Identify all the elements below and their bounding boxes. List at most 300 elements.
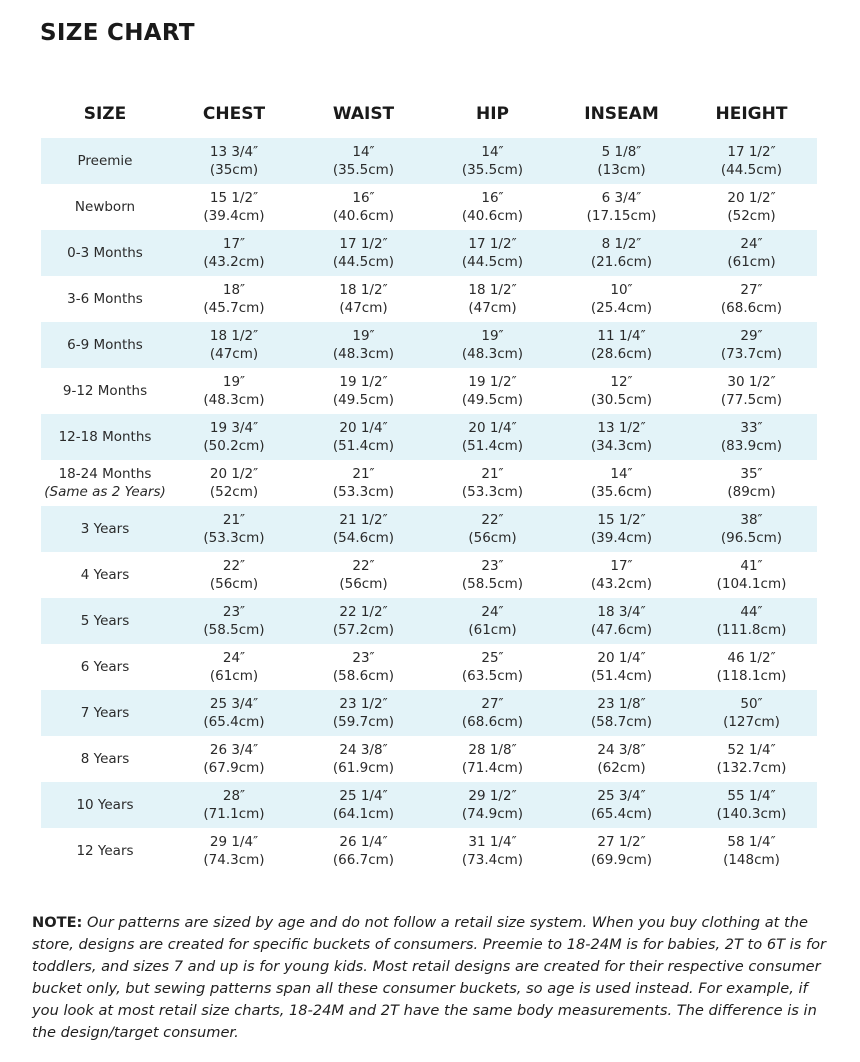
table-row	[41, 368, 817, 414]
hip-centimeters: (61cm)	[468, 622, 517, 638]
size-cell	[41, 368, 169, 414]
hip-cell	[428, 414, 557, 460]
height-cell	[686, 644, 817, 690]
size-label: Newborn	[74, 199, 136, 215]
chest-cell	[169, 828, 299, 874]
inseam-cell	[557, 414, 686, 460]
hip-centimeters: (73.4cm)	[461, 852, 524, 868]
height-cell	[686, 506, 817, 552]
hip-inches: 22″	[481, 512, 504, 528]
hip-centimeters: (44.5cm)	[461, 254, 524, 270]
hip-centimeters: (35.5cm)	[461, 162, 524, 178]
inseam-centimeters: (39.4cm)	[590, 530, 653, 546]
inseam-inches: 24 3/8″	[597, 742, 646, 758]
waist-centimeters: (56cm)	[339, 576, 388, 592]
hip-centimeters: (63.5cm)	[461, 668, 524, 684]
footnote-label: NOTE:	[32, 914, 83, 931]
hip-centimeters: (68.6cm)	[461, 714, 524, 730]
hip-centimeters: (71.4cm)	[461, 760, 524, 776]
hip-cell	[428, 506, 557, 552]
height-centimeters: (127cm)	[723, 714, 780, 730]
chest-inches: 22″	[222, 558, 246, 574]
inseam-centimeters: (25.4cm)	[590, 300, 653, 316]
height-centimeters: (61cm)	[727, 254, 776, 270]
inseam-centimeters: (65.4cm)	[590, 806, 653, 822]
chest-cell	[169, 230, 299, 276]
chest-cell	[169, 184, 299, 230]
inseam-cell	[557, 782, 686, 828]
waist-centimeters: (61.9cm)	[332, 760, 395, 776]
hip-cell	[428, 230, 557, 276]
inseam-inches: 17″	[610, 558, 633, 574]
inseam-centimeters: (28.6cm)	[590, 346, 653, 362]
chest-inches: 19″	[222, 374, 246, 390]
hip-cell	[428, 138, 557, 184]
hip-inches: 27″	[481, 696, 504, 712]
inseam-cell	[557, 552, 686, 598]
size-cell	[41, 460, 169, 506]
hip-inches: 18 1/2″	[468, 282, 517, 298]
waist-inches: 16″	[352, 190, 375, 206]
inseam-centimeters: (62cm)	[597, 760, 646, 776]
waist-inches: 25 1/4″	[339, 788, 388, 804]
height-centimeters: (132.7cm)	[716, 760, 787, 776]
height-inches: 58 1/4″	[727, 834, 776, 850]
height-cell	[686, 828, 817, 874]
chest-cell	[169, 736, 299, 782]
waist-centimeters: (58.6cm)	[332, 668, 395, 684]
height-inches: 46 1/2″	[727, 650, 776, 666]
waist-inches: 23″	[352, 650, 375, 666]
inseam-centimeters: (13cm)	[597, 162, 646, 178]
inseam-centimeters: (43.2cm)	[590, 576, 653, 592]
inseam-cell	[557, 736, 686, 782]
waist-cell	[299, 460, 428, 506]
chest-cell	[169, 598, 299, 644]
waist-centimeters: (59.7cm)	[332, 714, 395, 730]
inseam-centimeters: (58.7cm)	[590, 714, 653, 730]
chest-cell	[169, 552, 299, 598]
header-chest: CHEST	[202, 104, 266, 124]
inseam-centimeters: (47.6cm)	[590, 622, 653, 638]
height-centimeters: (140.3cm)	[716, 806, 787, 822]
size-label: 4 Years	[80, 567, 130, 583]
size-label: 12-18 Months	[58, 429, 152, 445]
height-inches: 44″	[740, 604, 763, 620]
height-centimeters: (111.8cm)	[716, 622, 787, 638]
size-label: 18-24 Months	[58, 466, 152, 482]
waist-centimeters: (54.6cm)	[332, 530, 395, 546]
table-row	[41, 414, 817, 460]
inseam-inches: 15 1/2″	[597, 512, 646, 528]
waist-cell	[299, 598, 428, 644]
inseam-inches: 14″	[610, 466, 633, 482]
chest-centimeters: (71.1cm)	[203, 806, 265, 822]
hip-cell	[428, 552, 557, 598]
hip-cell	[428, 598, 557, 644]
chest-centimeters: (50.2cm)	[203, 438, 265, 454]
height-centimeters: (96.5cm)	[720, 530, 783, 546]
inseam-cell	[557, 322, 686, 368]
size-label: 9-12 Months	[62, 383, 148, 399]
chest-cell	[169, 138, 299, 184]
height-centimeters: (118.1cm)	[716, 668, 787, 684]
waist-centimeters: (57.2cm)	[332, 622, 395, 638]
chest-centimeters: (58.5cm)	[203, 622, 265, 638]
height-inches: 35″	[740, 466, 763, 482]
height-centimeters: (104.1cm)	[716, 576, 787, 592]
waist-inches: 22″	[352, 558, 375, 574]
inseam-inches: 6 3/4″	[601, 190, 642, 206]
waist-centimeters: (66.7cm)	[332, 852, 395, 868]
height-cell	[686, 368, 817, 414]
table-row	[41, 230, 817, 276]
chest-centimeters: (43.2cm)	[203, 254, 265, 270]
hip-centimeters: (74.9cm)	[461, 806, 524, 822]
table-row	[41, 276, 817, 322]
inseam-cell	[557, 184, 686, 230]
height-inches: 17 1/2″	[727, 144, 776, 160]
header-inseam: INSEAM	[584, 104, 659, 124]
size-cell	[41, 138, 169, 184]
waist-inches: 23 1/2″	[339, 696, 388, 712]
waist-inches: 14″	[352, 144, 375, 160]
waist-centimeters: (51.4cm)	[332, 438, 395, 454]
inseam-centimeters: (51.4cm)	[590, 668, 653, 684]
waist-inches: 17 1/2″	[339, 236, 388, 252]
chest-inches: 13 3/4″	[209, 144, 259, 160]
chest-centimeters: (45.7cm)	[203, 300, 265, 316]
chest-inches: 18 1/2″	[209, 328, 259, 344]
chest-inches: 18″	[222, 282, 246, 298]
height-cell	[686, 690, 817, 736]
size-cell	[41, 322, 169, 368]
waist-cell	[299, 322, 428, 368]
size-cell	[41, 782, 169, 828]
inseam-inches: 23 1/8″	[597, 696, 646, 712]
chest-centimeters: (56cm)	[209, 576, 259, 592]
height-centimeters: (77.5cm)	[720, 392, 783, 408]
header-row	[41, 90, 817, 138]
inseam-cell	[557, 644, 686, 690]
height-centimeters: (68.6cm)	[720, 300, 783, 316]
header-size: SIZE	[83, 104, 127, 124]
height-inches: 20 1/2″	[727, 190, 776, 206]
table-row	[41, 782, 817, 828]
size-cell	[41, 506, 169, 552]
chest-cell	[169, 782, 299, 828]
chest-centimeters: (47cm)	[209, 346, 259, 362]
height-inches: 38″	[740, 512, 763, 528]
inseam-cell	[557, 598, 686, 644]
waist-centimeters: (44.5cm)	[332, 254, 395, 270]
chest-centimeters: (35cm)	[209, 162, 259, 178]
chest-cell	[169, 644, 299, 690]
waist-cell	[299, 644, 428, 690]
size-cell	[41, 184, 169, 230]
waist-cell	[299, 138, 428, 184]
height-cell	[686, 414, 817, 460]
chest-inches: 26 3/4″	[209, 742, 259, 758]
table-row	[41, 506, 817, 552]
table-row	[41, 552, 817, 598]
size-cell	[41, 552, 169, 598]
waist-centimeters: (49.5cm)	[332, 392, 395, 408]
inseam-cell	[557, 460, 686, 506]
table-row	[41, 736, 817, 782]
hip-cell	[428, 828, 557, 874]
hip-centimeters: (40.6cm)	[461, 208, 524, 224]
height-inches: 55 1/4″	[727, 788, 776, 804]
waist-cell	[299, 230, 428, 276]
hip-cell	[428, 736, 557, 782]
hip-cell	[428, 782, 557, 828]
size-cell	[41, 598, 169, 644]
chest-inches: 21″	[222, 512, 246, 528]
waist-inches: 21 1/2″	[339, 512, 388, 528]
size-cell	[41, 828, 169, 874]
waist-inches: 21″	[352, 466, 375, 482]
inseam-inches: 12″	[610, 374, 633, 390]
table-row	[41, 598, 817, 644]
hip-cell	[428, 368, 557, 414]
inseam-cell	[557, 690, 686, 736]
chest-centimeters: (39.4cm)	[203, 208, 265, 224]
size-label: 7 Years	[80, 705, 130, 721]
inseam-cell	[557, 230, 686, 276]
chest-inches: 23″	[222, 604, 246, 620]
size-label: 10 Years	[76, 797, 134, 813]
size-label: Preemie	[77, 153, 133, 169]
chest-inches: 15 1/2″	[209, 190, 259, 206]
chest-inches: 20 1/2″	[209, 466, 259, 482]
hip-inches: 24″	[481, 604, 504, 620]
size-label: 6-9 Months	[67, 337, 143, 353]
table-row	[41, 322, 817, 368]
footnote-text: Our patterns are sized by age and do not follow a retail size system. When you buy clothing at the store, designs are created for specific buckets of consumers. Preemie to 18-24M is for babies, 2T to 6T is for toddlers, and sizes 7 and up is for young kids. Most retail designs are created for their respective consumer bucket only, but sewing patterns span all these consumer buckets, so age is used instead. For example, if you look at most retail size charts, 18-24M and 2T have the same body measurements. The difference is in the design/target consumer.	[32, 914, 827, 1041]
height-cell	[686, 230, 817, 276]
hip-centimeters: (58.5cm)	[461, 576, 524, 592]
inseam-inches: 10″	[610, 282, 633, 298]
inseam-cell	[557, 276, 686, 322]
chest-cell	[169, 322, 299, 368]
chest-cell	[169, 460, 299, 506]
height-inches: 24″	[740, 236, 763, 252]
inseam-centimeters: (69.9cm)	[590, 852, 653, 868]
chest-inches: 28″	[222, 788, 246, 804]
hip-inches: 31 1/4″	[468, 834, 517, 850]
height-inches: 30 1/2″	[727, 374, 776, 390]
height-centimeters: (52cm)	[727, 208, 776, 224]
waist-cell	[299, 828, 428, 874]
chest-centimeters: (53.3cm)	[203, 530, 265, 546]
size-cell	[41, 690, 169, 736]
waist-inches: 19 1/2″	[339, 374, 388, 390]
hip-inches: 21″	[481, 466, 504, 482]
hip-inches: 19 1/2″	[468, 374, 517, 390]
hip-inches: 19″	[481, 328, 504, 344]
height-inches: 50″	[740, 696, 763, 712]
chest-inches: 29 1/4″	[209, 834, 259, 850]
waist-cell	[299, 506, 428, 552]
table-row	[41, 690, 817, 736]
waist-inches: 18 1/2″	[339, 282, 388, 298]
inseam-inches: 8 1/2″	[601, 236, 642, 252]
height-cell	[686, 322, 817, 368]
size-cell	[41, 276, 169, 322]
height-cell	[686, 736, 817, 782]
chest-centimeters: (74.3cm)	[203, 852, 265, 868]
hip-cell	[428, 690, 557, 736]
chest-inches: 17″	[222, 236, 246, 252]
hip-cell	[428, 184, 557, 230]
size-cell	[41, 230, 169, 276]
inseam-centimeters: (34.3cm)	[590, 438, 653, 454]
chest-cell	[169, 506, 299, 552]
hip-inches: 23″	[481, 558, 504, 574]
hip-cell	[428, 460, 557, 506]
waist-centimeters: (64.1cm)	[332, 806, 395, 822]
chest-centimeters: (48.3cm)	[203, 392, 265, 408]
height-inches: 27″	[740, 282, 763, 298]
height-centimeters: (83.9cm)	[720, 438, 783, 454]
inseam-cell	[557, 828, 686, 874]
size-note: (Same as 2 Years)	[44, 484, 166, 500]
waist-cell	[299, 368, 428, 414]
height-cell	[686, 276, 817, 322]
header-hip: HIP	[475, 104, 509, 124]
height-inches: 52 1/4″	[727, 742, 776, 758]
height-inches: 29″	[740, 328, 763, 344]
waist-inches: 26 1/4″	[339, 834, 388, 850]
hip-cell	[428, 644, 557, 690]
table-row	[41, 460, 817, 506]
inseam-inches: 5 1/8″	[601, 144, 642, 160]
height-centimeters: (73.7cm)	[720, 346, 783, 362]
page-title: SIZE CHART	[40, 20, 195, 46]
waist-inches: 20 1/4″	[339, 420, 388, 436]
hip-centimeters: (53.3cm)	[461, 484, 524, 500]
height-cell	[686, 184, 817, 230]
waist-cell	[299, 782, 428, 828]
chest-inches: 25 3/4″	[209, 696, 259, 712]
hip-inches: 17 1/2″	[468, 236, 517, 252]
inseam-cell	[557, 138, 686, 184]
header-height: HEIGHT	[715, 104, 788, 124]
inseam-inches: 13 1/2″	[597, 420, 646, 436]
waist-centimeters: (47cm)	[339, 300, 388, 316]
chest-centimeters: (61cm)	[209, 668, 259, 684]
size-label: 0-3 Months	[67, 245, 143, 261]
hip-cell	[428, 322, 557, 368]
chest-centimeters: (52cm)	[209, 484, 259, 500]
height-inches: 41″	[740, 558, 763, 574]
inseam-centimeters: (35.6cm)	[590, 484, 653, 500]
waist-cell	[299, 690, 428, 736]
table-row	[41, 184, 817, 230]
inseam-cell	[557, 506, 686, 552]
hip-centimeters: (47cm)	[468, 300, 517, 316]
inseam-centimeters: (30.5cm)	[590, 392, 653, 408]
size-label: 3 Years	[80, 521, 130, 537]
footnote	[32, 912, 832, 1044]
size-cell	[41, 736, 169, 782]
waist-centimeters: (53.3cm)	[332, 484, 395, 500]
height-centimeters: (148cm)	[723, 852, 780, 868]
inseam-centimeters: (17.15cm)	[586, 208, 657, 224]
header-waist: WAIST	[332, 104, 395, 124]
size-label: 5 Years	[80, 613, 130, 629]
inseam-inches: 27 1/2″	[597, 834, 646, 850]
chest-centimeters: (65.4cm)	[203, 714, 265, 730]
size-label: 8 Years	[80, 751, 130, 767]
size-label: 6 Years	[80, 659, 130, 675]
size-cell	[41, 414, 169, 460]
height-centimeters: (44.5cm)	[720, 162, 783, 178]
waist-centimeters: (40.6cm)	[332, 208, 395, 224]
waist-inches: 24 3/8″	[339, 742, 388, 758]
hip-inches: 16″	[481, 190, 504, 206]
height-cell	[686, 552, 817, 598]
table-body	[41, 138, 817, 874]
hip-inches: 25″	[481, 650, 504, 666]
waist-cell	[299, 414, 428, 460]
size-label: 3-6 Months	[67, 291, 143, 307]
inseam-inches: 25 3/4″	[597, 788, 646, 804]
height-cell	[686, 460, 817, 506]
inseam-inches: 18 3/4″	[597, 604, 646, 620]
waist-inches: 19″	[352, 328, 375, 344]
waist-cell	[299, 184, 428, 230]
hip-inches: 28 1/8″	[468, 742, 517, 758]
size-cell	[41, 644, 169, 690]
height-cell	[686, 782, 817, 828]
chest-centimeters: (67.9cm)	[203, 760, 265, 776]
chest-cell	[169, 368, 299, 414]
hip-centimeters: (51.4cm)	[461, 438, 524, 454]
inseam-cell	[557, 368, 686, 414]
hip-centimeters: (56cm)	[468, 530, 517, 546]
waist-inches: 22 1/2″	[339, 604, 388, 620]
waist-cell	[299, 736, 428, 782]
chest-inches: 24″	[222, 650, 246, 666]
hip-cell	[428, 276, 557, 322]
table-row	[41, 828, 817, 874]
inseam-centimeters: (21.6cm)	[590, 254, 653, 270]
height-centimeters: (89cm)	[727, 484, 776, 500]
hip-centimeters: (48.3cm)	[461, 346, 524, 362]
size-chart-table	[41, 90, 817, 874]
table-row	[41, 138, 817, 184]
waist-centimeters: (35.5cm)	[332, 162, 395, 178]
chest-cell	[169, 414, 299, 460]
hip-inches: 29 1/2″	[468, 788, 517, 804]
waist-centimeters: (48.3cm)	[332, 346, 395, 362]
hip-inches: 14″	[481, 144, 504, 160]
inseam-inches: 11 1/4″	[597, 328, 646, 344]
inseam-inches: 20 1/4″	[597, 650, 646, 666]
height-cell	[686, 138, 817, 184]
height-cell	[686, 598, 817, 644]
height-inches: 33″	[740, 420, 763, 436]
chest-inches: 19 3/4″	[209, 420, 259, 436]
chest-cell	[169, 276, 299, 322]
hip-centimeters: (49.5cm)	[461, 392, 524, 408]
table-row	[41, 644, 817, 690]
size-label: 12 Years	[76, 843, 134, 859]
hip-inches: 20 1/4″	[468, 420, 517, 436]
waist-cell	[299, 276, 428, 322]
